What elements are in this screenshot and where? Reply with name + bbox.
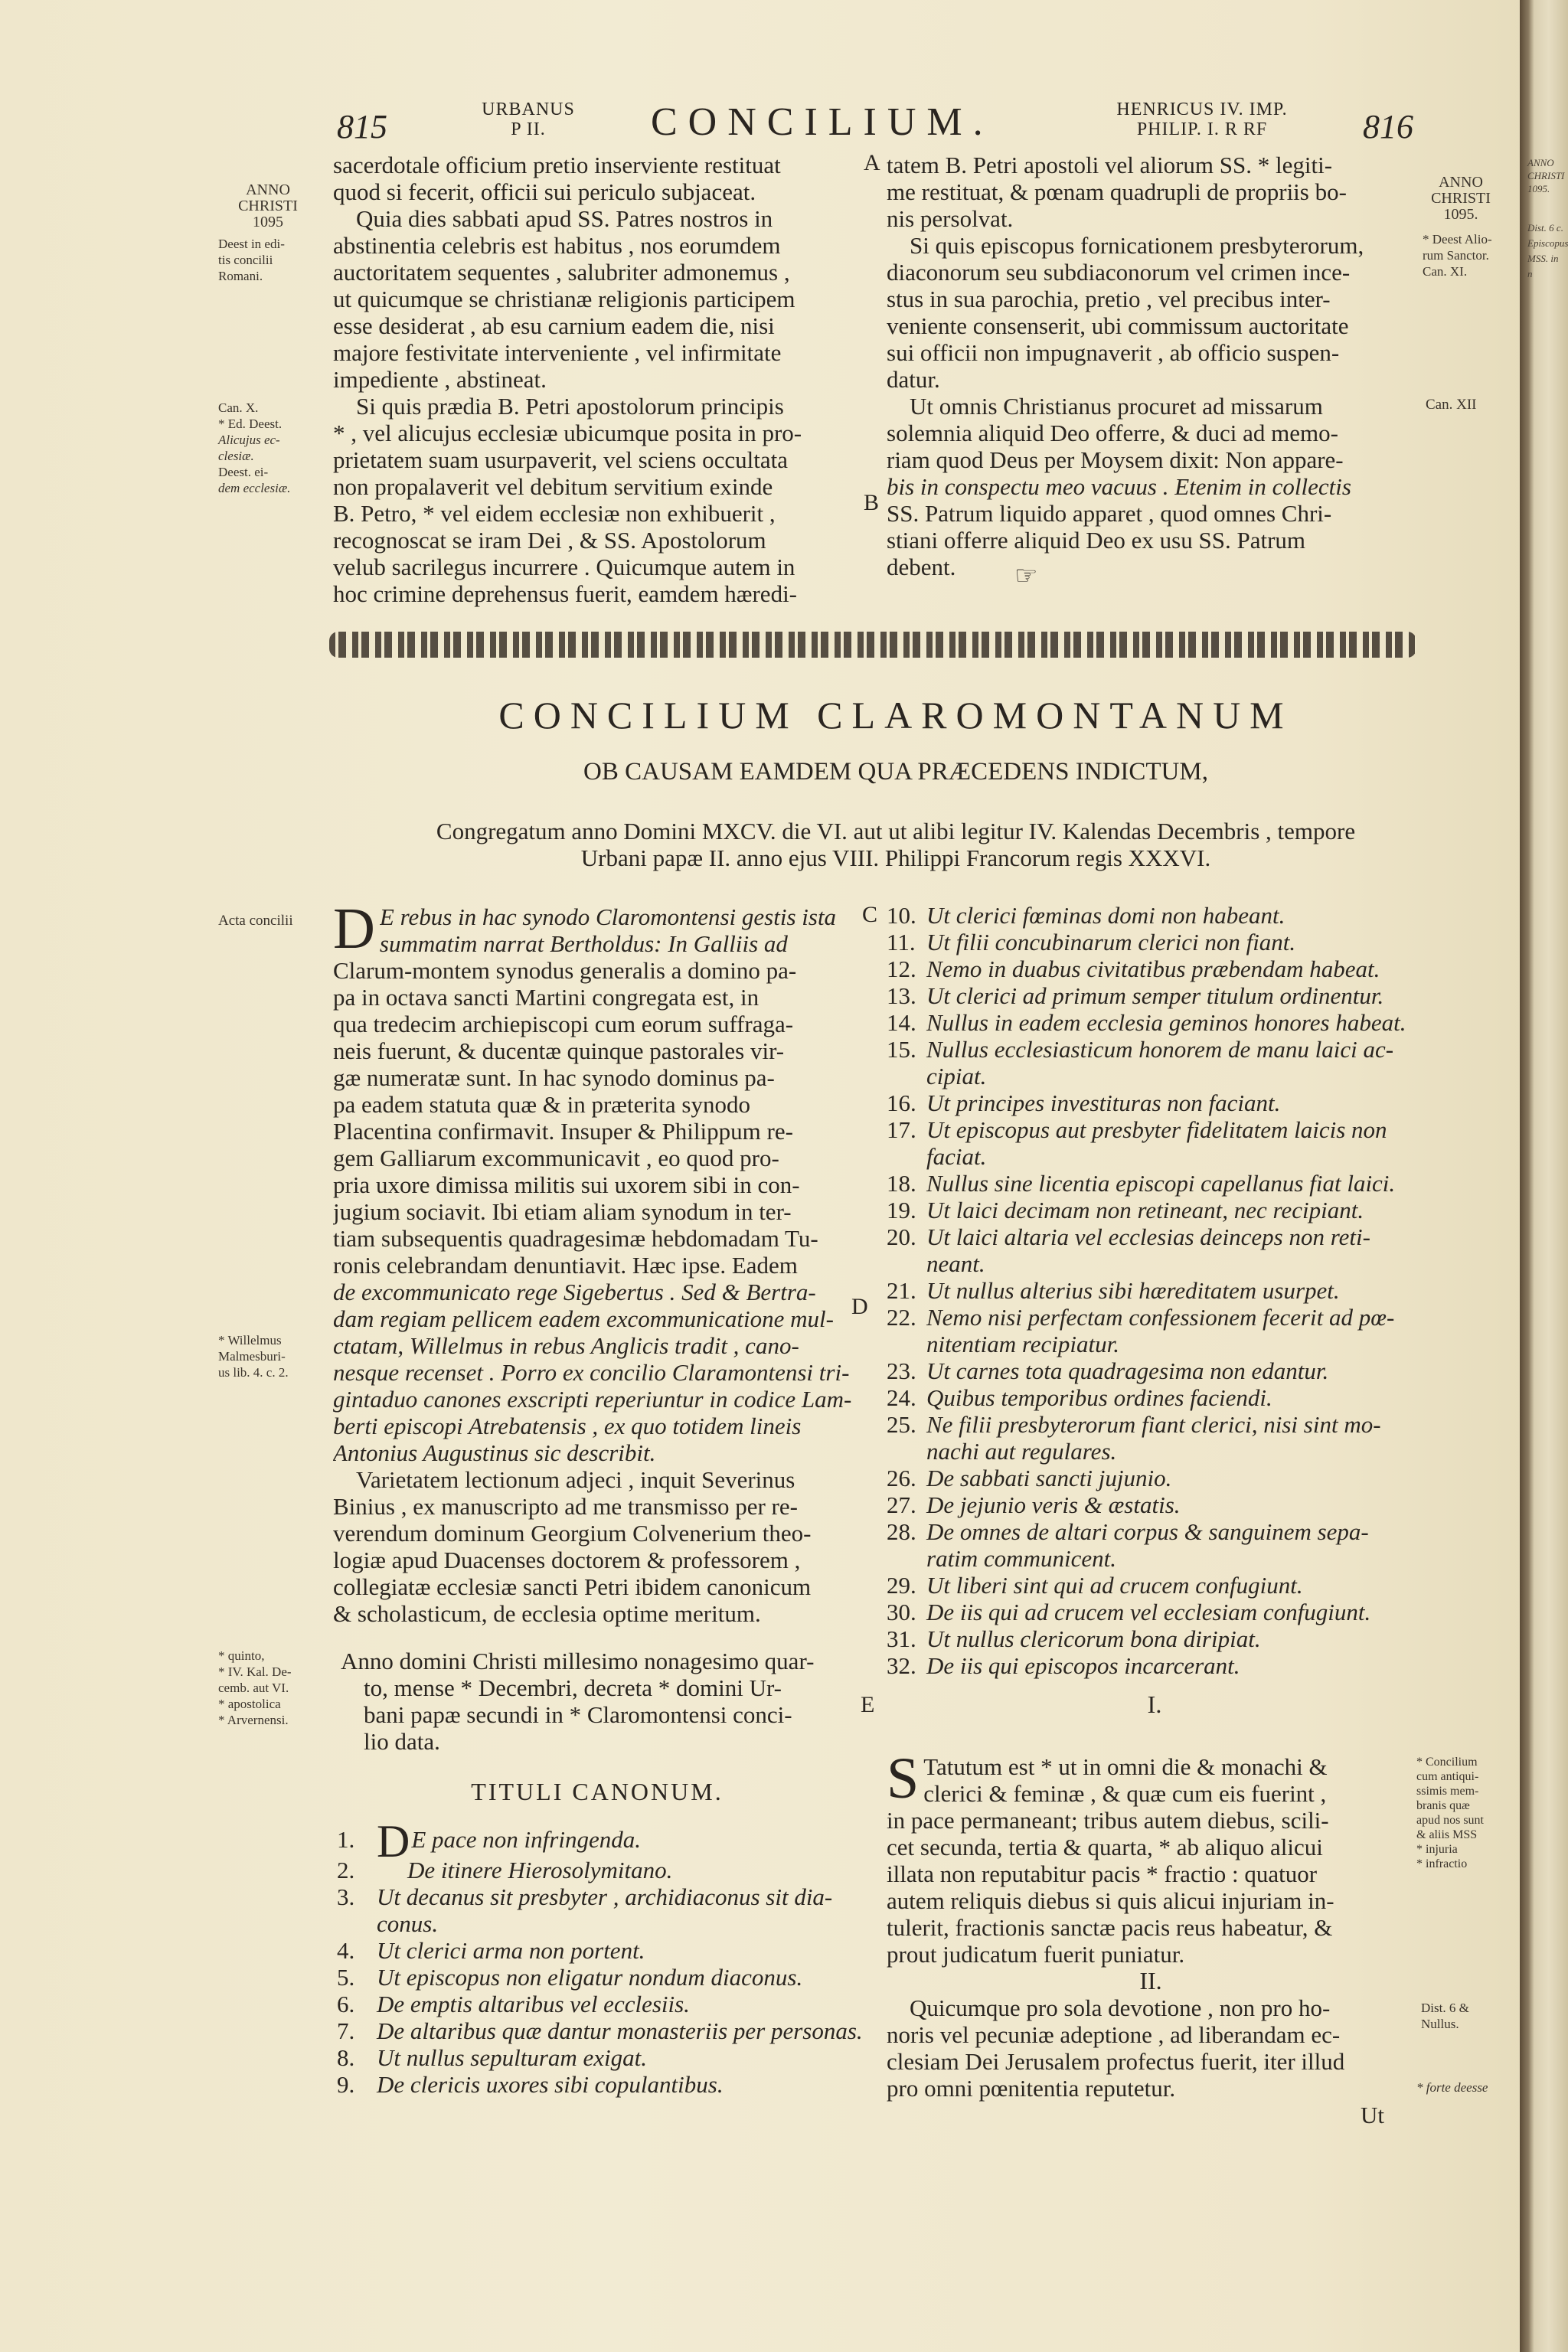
section-letter-a: A bbox=[864, 150, 880, 175]
top-right-column bbox=[887, 152, 1415, 580]
text-line: tiam subsequentis quadragesimæ hebdomadam Tu- bbox=[333, 1225, 818, 1252]
margin-line: ANNO bbox=[1439, 174, 1483, 191]
list-item bbox=[337, 2071, 865, 2098]
margin-note bbox=[1423, 231, 1492, 279]
text-line: veniente consenserit, ubi commissum auctoritate bbox=[887, 312, 1349, 339]
item-text: Ut clerici arma non portent. bbox=[377, 1937, 645, 1964]
text-line: clerici & feminæ , & quæ cum eis fuerint , bbox=[923, 1780, 1327, 1807]
margin-line: CHRISTI bbox=[1431, 190, 1491, 207]
text-line: collegiatæ ecclesiæ sancti Petri ibidem canonicum bbox=[333, 1573, 812, 1600]
statutum-paragraph bbox=[887, 1746, 1415, 2128]
canon-list-right bbox=[887, 902, 1423, 1679]
list-item bbox=[337, 1816, 865, 1867]
item-number: 9. bbox=[337, 2071, 355, 2098]
list-item bbox=[887, 1411, 1423, 1438]
item-number: 11. bbox=[887, 929, 916, 956]
list-item bbox=[887, 1572, 1423, 1599]
ornament-divider bbox=[329, 632, 1416, 658]
text-line: Si quis prædia B. Petri apostolorum principis bbox=[356, 393, 784, 420]
margin-line: * Deest Alio- bbox=[1423, 232, 1492, 247]
top-left-column bbox=[333, 152, 861, 607]
item-number: 16. bbox=[887, 1089, 916, 1116]
margin-line: ANNO bbox=[246, 181, 290, 198]
text-line: Placentina confirmavit. Insuper & Philippum re- bbox=[333, 1118, 793, 1145]
council-subtitle: OB CAUSAM EAMDEM QUA PRÆCEDENS INDICTUM, bbox=[583, 758, 1208, 786]
list-item bbox=[337, 1964, 865, 1991]
margin-line: Deest. ei- bbox=[218, 465, 269, 479]
item-text: De altaribus quæ dantur monasteriis per personas. bbox=[377, 2017, 863, 2044]
margin-line: 1095. bbox=[1443, 206, 1478, 223]
text-line: Varietatem lectionum adjeci , inquit Severinus bbox=[356, 1466, 795, 1493]
list-item bbox=[887, 1197, 1423, 1223]
item-text: Nullus in eadem ecclesia geminos honores habeat. bbox=[926, 1009, 1406, 1036]
dropcap: D bbox=[377, 1816, 410, 1867]
margin-note: Can. XII bbox=[1426, 397, 1477, 413]
edge-fragment: 1095. bbox=[1527, 183, 1550, 194]
item-number: 14. bbox=[887, 1009, 916, 1036]
item-number: 15. bbox=[887, 1036, 916, 1063]
text-line: Urbani papæ II. anno ejus VIII. Philippi Francorum regis XXXVI. bbox=[580, 844, 1211, 871]
text-line: dam regiam pellicem eadem excommunicatione mul- bbox=[333, 1305, 834, 1332]
list-item bbox=[887, 1491, 1423, 1518]
text-line: & scholasticum, de ecclesia optime meritum. bbox=[333, 1600, 761, 1627]
text-line: nesque recenset . Porro ex concilio Claramontensi tri- bbox=[333, 1359, 850, 1386]
item-text: Ut nullus sepulturam exigat. bbox=[377, 2044, 648, 2071]
section-letter-c: C bbox=[862, 902, 878, 927]
margin-line: * IV. Kal. De- bbox=[218, 1664, 292, 1679]
list-item bbox=[337, 1857, 865, 1883]
item-number: 8. bbox=[337, 2044, 355, 2071]
item-text: Nullus ecclesiasticum honorem de manu laici ac- bbox=[926, 1036, 1394, 1063]
section-letter-b: B bbox=[864, 490, 880, 515]
margin-line: 1095 bbox=[253, 214, 283, 230]
list-item bbox=[887, 1518, 1423, 1545]
list-item bbox=[887, 1170, 1423, 1197]
item-number: 19. bbox=[887, 1197, 916, 1223]
item-text: Ut carnes tota quadragesima non edantur. bbox=[926, 1357, 1329, 1384]
text-line: stus in sua parochia, pretio , vel precibus inter- bbox=[887, 286, 1331, 312]
margin-note: * forte deesse bbox=[1416, 2080, 1488, 2095]
body-left-column bbox=[333, 897, 861, 1627]
margin-line: dem ecclesiæ. bbox=[218, 481, 291, 495]
list-item bbox=[887, 982, 1423, 1009]
item-text: De sabbati sancti jujunio. bbox=[926, 1465, 1172, 1491]
margin-line: Malmesburi- bbox=[218, 1349, 286, 1364]
item-text: Ut liberi sint qui ad crucem confugiunt. bbox=[926, 1572, 1303, 1599]
item-text: Nullus sine licentia episcopi capellanus fiat laici. bbox=[926, 1170, 1396, 1197]
dropcap: S bbox=[887, 1746, 920, 1811]
tituli-heading: TITULI CANONUM. bbox=[471, 1778, 724, 1805]
list-item bbox=[887, 1009, 1423, 1036]
item-text: De jejunio veris & æstatis. bbox=[926, 1491, 1181, 1518]
item-number: 4. bbox=[337, 1937, 355, 1964]
list-item bbox=[887, 1277, 1423, 1304]
margin-line: CHRISTI bbox=[238, 198, 298, 214]
text-line: summatim narrat Bertholdus: In Galliis ad bbox=[379, 930, 788, 957]
margin-line: us lib. 4. c. 2. bbox=[218, 1365, 289, 1380]
text-line: Anno domini Christi millesimo nonagesimo quar- bbox=[341, 1648, 815, 1674]
text-line: tulerit, fractionis sanctæ pacis reus habeatur, & bbox=[887, 1914, 1333, 1941]
item-text: De iis qui ad crucem vel ecclesiam confugiunt. bbox=[926, 1599, 1371, 1625]
item-text: Ut laici altaria vel ecclesias deinceps non reti- bbox=[926, 1223, 1370, 1250]
margin-line: * Willelmus bbox=[218, 1333, 282, 1348]
text-line: E rebus in hac synodo Claromontensi gestis ista bbox=[379, 903, 837, 930]
text-line: Congregatum anno Domini MXCV. die VI. aut ut alibi legitur IV. Kalendas Decembris , tempore bbox=[436, 818, 1356, 844]
item-continuation: nachi aut regulares. bbox=[926, 1438, 1117, 1465]
item-text: Ut clerici fœminas domi non habeant. bbox=[926, 902, 1285, 929]
list-item bbox=[887, 1652, 1423, 1679]
text-line: verendum dominum Georgium Colvenerium theo- bbox=[333, 1520, 812, 1547]
edge-fragment: Episcopus bbox=[1527, 237, 1568, 249]
list-item bbox=[887, 1599, 1423, 1625]
text-line: impediente , abstineat. bbox=[333, 366, 547, 393]
list-item bbox=[887, 1223, 1423, 1250]
list-item bbox=[337, 1883, 865, 1910]
margin-line: * infractio bbox=[1416, 1857, 1468, 1870]
text-line: gæ numeratæ sunt. In hac synodo dominus pa- bbox=[333, 1064, 775, 1091]
text-line: qua tredecim archiepiscopi cum eorum suffraga- bbox=[333, 1011, 794, 1037]
margin-line: Deest in edi- bbox=[218, 237, 285, 251]
running-head-line: URBANUS bbox=[482, 100, 575, 119]
text-line: pro omni pœnitentia reputetur. bbox=[887, 2075, 1176, 2102]
margin-anno-right bbox=[1415, 175, 1507, 223]
item-number: 20. bbox=[887, 1223, 916, 1250]
text-line: esse desiderat , ab esu carnium eadem die, nisi bbox=[333, 312, 775, 339]
item-text: Nemo in duabus civitatibus præbendam habeat. bbox=[926, 956, 1380, 982]
anno-paragraph bbox=[341, 1648, 861, 1755]
margin-note bbox=[218, 236, 285, 284]
margin-line: Nullus. bbox=[1421, 2017, 1459, 2031]
text-line: prout judicatum fuerit puniatur. bbox=[887, 1941, 1185, 1968]
list-item bbox=[887, 1116, 1423, 1143]
item-number: 21. bbox=[887, 1277, 916, 1304]
edge-fragment: n bbox=[1527, 268, 1533, 279]
item-number: 25. bbox=[887, 1411, 916, 1438]
text-line: nis persolvat. bbox=[887, 205, 1014, 232]
edge-fragment: MSS. in bbox=[1527, 253, 1559, 264]
text-line: recognoscat se iram Dei , & SS. Apostolorum bbox=[333, 527, 766, 554]
margin-line: clesiæ. bbox=[218, 449, 254, 463]
item-text: De emptis altaribus vel ecclesiis. bbox=[377, 1991, 690, 2017]
item-text: De iis qui episcopos incarcerant. bbox=[926, 1652, 1240, 1679]
item-number: 28. bbox=[887, 1518, 916, 1545]
text-line: hoc crimine deprehensus fuerit, eamdem hæredi- bbox=[333, 580, 797, 607]
text-line: tatem B. Petri apostoli vel aliorum SS. * legiti- bbox=[887, 152, 1333, 178]
text-line: bis in conspectu meo vacuus . Etenim in collectis bbox=[887, 473, 1351, 500]
item-text: Ut episcopus non eligatur nondum diaconus. bbox=[377, 1964, 803, 1991]
text-line: datur. bbox=[887, 366, 940, 393]
catchword: Ut bbox=[1361, 2102, 1384, 2128]
list-item bbox=[887, 1465, 1423, 1491]
margin-note: Acta concilii bbox=[218, 913, 293, 929]
next-page-edge bbox=[1520, 0, 1568, 2352]
item-text: Ut nullus clericorum bona diripiat. bbox=[926, 1625, 1261, 1652]
council-intro bbox=[322, 818, 1470, 871]
item-number: 3. bbox=[337, 1883, 355, 1910]
list-item bbox=[887, 956, 1423, 982]
page-number-left: 815 bbox=[337, 108, 387, 145]
item-number: 17. bbox=[887, 1116, 916, 1143]
item-number: 2. bbox=[337, 1857, 355, 1883]
list-item bbox=[887, 1384, 1423, 1411]
text-line: jugium sociavit. Ibi etiam aliam synodum in ter- bbox=[333, 1198, 792, 1225]
text-line: pa in octava sancti Martini congregata est, in bbox=[333, 984, 760, 1011]
item-number: 22. bbox=[887, 1304, 916, 1331]
margin-line: tis concilii bbox=[218, 253, 273, 267]
page-title: CONCILIUM. bbox=[651, 100, 994, 144]
list-item bbox=[887, 902, 1423, 929]
margin-line: * apostolica bbox=[218, 1697, 281, 1711]
margin-line: Can. X. bbox=[218, 400, 259, 415]
item-number: 31. bbox=[887, 1625, 916, 1652]
list-item bbox=[337, 2017, 865, 2044]
text-line: noris vel pecuniæ adeptione , ad liberandam ec- bbox=[887, 2021, 1341, 2048]
item-text: Ut decanus sit presbyter , archidiaconus sit dia- bbox=[377, 1883, 833, 1910]
margin-line: Can. XI. bbox=[1423, 264, 1468, 279]
list-item bbox=[887, 1089, 1423, 1116]
text-line: illata non reputabitur pacis * fractio : quatuor bbox=[887, 1860, 1318, 1887]
margin-line: cum antiqui- bbox=[1416, 1770, 1479, 1783]
text-line: gintaduo canones exscripti reperiuntur in codice Lam- bbox=[333, 1386, 852, 1413]
item-continuation: cipiat. bbox=[926, 1063, 987, 1089]
running-head-left bbox=[467, 100, 590, 139]
margin-note bbox=[1421, 2000, 1469, 2032]
section-numeral: II. bbox=[1139, 1967, 1162, 1994]
list-item bbox=[337, 1991, 865, 2017]
item-text: Nemo nisi perfectam confessionem fecerit ad pœ- bbox=[926, 1304, 1395, 1331]
item-number: 7. bbox=[337, 2017, 355, 2044]
item-number: 18. bbox=[887, 1170, 916, 1197]
margin-line: & aliis MSS bbox=[1416, 1828, 1478, 1841]
item-continuation: nitentiam recipiatur. bbox=[926, 1331, 1119, 1357]
text-line: clesiam Dei Jerusalem profectus fuerit, iter illud bbox=[887, 2048, 1345, 2075]
text-line: de excommunicato rege Sigebertus . Sed & Bertra- bbox=[333, 1279, 816, 1305]
pointing-hand-icon: ☞ bbox=[1014, 562, 1038, 590]
page-number-right: 816 bbox=[1363, 108, 1413, 145]
item-text: Ut principes investituras non faciant. bbox=[926, 1089, 1281, 1116]
running-head-right bbox=[1087, 100, 1317, 139]
text-line: autem reliquis diebus si quis alicui injuriam in- bbox=[887, 1887, 1334, 1914]
item-number: 1. bbox=[337, 1826, 355, 1853]
item-text: Ut episcopus aut presbyter fidelitatem laicis non bbox=[926, 1116, 1387, 1143]
text-line: B. Petro, * vel eidem ecclesiæ non exhibuerit , bbox=[333, 500, 776, 527]
text-line: velub sacrilegus incurrere . Quicumque autem in bbox=[333, 554, 795, 580]
text-line: sacerdotale officium pretio inserviente restituat bbox=[333, 152, 781, 178]
item-text: Ut clerici ad primum semper titulum ordinentur. bbox=[926, 982, 1384, 1009]
edge-fragment: Dist. 6 c. bbox=[1527, 222, 1563, 234]
list-item bbox=[887, 1357, 1423, 1384]
margin-line: Alicujus ec- bbox=[218, 433, 280, 447]
margin-line: Romani. bbox=[218, 269, 263, 283]
item-number: 23. bbox=[887, 1357, 916, 1384]
text-line: neis fuerunt, & ducentæ quinque pastorales vir- bbox=[333, 1037, 785, 1064]
item-number: 12. bbox=[887, 956, 916, 982]
text-line: abstinentia celebris est habitus , nos eorumdem bbox=[333, 232, 781, 259]
item-continuation: faciat. bbox=[926, 1143, 987, 1170]
edge-fragment: ANNO bbox=[1527, 157, 1554, 168]
item-text: De clericis uxores sibi copulantibus. bbox=[377, 2071, 724, 2098]
text-line: majore festivitate interveniente , vel infirmitate bbox=[333, 339, 782, 366]
running-head-line: P II. bbox=[511, 119, 546, 139]
text-line: auctoritatem sequentes , salubriter admonemus , bbox=[333, 259, 790, 286]
text-line: in pace permaneant; tribus autem diebus, scili- bbox=[887, 1807, 1329, 1834]
text-line: logiæ apud Duacenses doctorem & professorem , bbox=[333, 1547, 801, 1573]
running-head-line: PHILIP. I. R RF bbox=[1136, 119, 1268, 139]
text-line: Tatutum est * ut in omni die & monachi & bbox=[923, 1753, 1328, 1780]
margin-note bbox=[218, 1648, 292, 1728]
council-title: CONCILIUM CLAROMONTANUM bbox=[498, 694, 1293, 737]
section-numeral: I. bbox=[1147, 1690, 1162, 1718]
item-text: De omnes de altari corpus & sanguinem sepa- bbox=[926, 1518, 1369, 1545]
text-line: cet secunda, tertia & quarta, * ab aliquo alicui bbox=[887, 1834, 1323, 1860]
text-line: pria uxore dimissa militis sui uxorem sibi in con- bbox=[333, 1171, 800, 1198]
text-line: Ut omnis Christianus procuret ad missarum bbox=[910, 393, 1323, 420]
text-line: SS. Patrum liquido apparet , quod omnes Chri- bbox=[887, 500, 1332, 527]
item-text: De itinere Hierosolymitano. bbox=[407, 1857, 673, 1883]
margin-line: branis quæ bbox=[1416, 1799, 1470, 1812]
list-item bbox=[337, 1937, 865, 1964]
list-item bbox=[337, 2044, 865, 2071]
item-continuation: ratim communicent. bbox=[926, 1545, 1116, 1572]
margin-note bbox=[218, 400, 290, 496]
margin-line: Dist. 6 & bbox=[1421, 2001, 1469, 2015]
margin-line: apud nos sunt bbox=[1416, 1814, 1484, 1827]
item-text: Ut nullus alterius sibi hæreditatem usurpet. bbox=[926, 1277, 1340, 1304]
item-continuation: neant. bbox=[926, 1250, 985, 1277]
edge-fragment: CHRISTI bbox=[1527, 170, 1565, 181]
item-number: 26. bbox=[887, 1465, 916, 1491]
margin-line: rum Sanctor. bbox=[1423, 248, 1489, 263]
margin-line: * Arvernensi. bbox=[218, 1713, 289, 1727]
item-number: 10. bbox=[887, 902, 916, 929]
item-number: 24. bbox=[887, 1384, 916, 1411]
section-letter-d: D bbox=[851, 1294, 868, 1319]
text-line: solemnia aliquid Deo offerre, & duci ad memo- bbox=[887, 420, 1338, 446]
margin-note bbox=[218, 1332, 289, 1380]
item-text: Quibus temporibus ordines faciendi. bbox=[926, 1384, 1272, 1411]
dropcap: D bbox=[333, 897, 375, 961]
section-letter-e: E bbox=[861, 1692, 875, 1717]
item-number: 27. bbox=[887, 1491, 916, 1518]
text-line: pa eadem statuta quæ & in præterita synodo bbox=[333, 1091, 750, 1118]
canon-list-left bbox=[337, 1816, 865, 2098]
item-text: E pace non infringenda. bbox=[411, 1826, 641, 1853]
item-text: Ut filii concubinarum clerici non fiant. bbox=[926, 929, 1296, 956]
text-line: ut quicumque se christianæ religionis participem bbox=[333, 286, 795, 312]
text-line: ronis celebrandam denuntiavit. Hæc ipse. Eadem bbox=[333, 1252, 798, 1279]
item-number: 5. bbox=[337, 1964, 355, 1991]
margin-anno-left bbox=[218, 182, 318, 230]
text-line: Binius , ex manuscripto ad me transmisso per re- bbox=[333, 1493, 798, 1520]
text-line: quod si fecerit, officii sui periculo subjaceat. bbox=[333, 178, 756, 205]
item-number: 29. bbox=[887, 1572, 916, 1599]
text-line: Clarum-montem synodus generalis a domino pa- bbox=[333, 957, 797, 984]
text-line: riam quod Deus per Moysem dixit: Non appare- bbox=[887, 446, 1344, 473]
item-number: 32. bbox=[887, 1652, 916, 1679]
text-line: me restituat, & pœnam quadrupli de propriis bo- bbox=[887, 178, 1347, 205]
item-number: 6. bbox=[337, 1991, 355, 2017]
margin-line: * injuria bbox=[1416, 1843, 1458, 1856]
text-line: Quia dies sabbati apud SS. Patres nostros in bbox=[356, 205, 773, 232]
item-number: 13. bbox=[887, 982, 916, 1009]
text-line: debent. bbox=[887, 554, 956, 580]
margin-note bbox=[1416, 1755, 1484, 1871]
text-line: prietatem suam usurpaverit, vel sciens occultata bbox=[333, 446, 788, 473]
margin-line: * Concilium bbox=[1416, 1756, 1478, 1769]
text-line: Si quis episcopus fornicationem presbyterorum, bbox=[910, 232, 1364, 259]
item-continuation: conus. bbox=[377, 1910, 439, 1937]
item-text: Ut laici decimam non retineant, nec recipiant. bbox=[926, 1197, 1364, 1223]
text-line: gem Galliarum excommunicavit , eo quod pro- bbox=[333, 1145, 779, 1171]
item-text: Ne filii presbyterorum fiant clerici, nisi sint mo- bbox=[926, 1411, 1381, 1438]
margin-line: * Ed. Deest. bbox=[218, 416, 283, 431]
list-item bbox=[887, 929, 1423, 956]
text-line: Antonius Augustinus sic describit. bbox=[333, 1439, 656, 1466]
list-item bbox=[887, 1304, 1423, 1331]
list-item bbox=[887, 1625, 1423, 1652]
margin-line: ssimis mem- bbox=[1416, 1785, 1479, 1798]
text-line: bani papæ secundi in * Claromontensi conci- bbox=[364, 1701, 792, 1728]
item-number: 30. bbox=[887, 1599, 916, 1625]
text-line: non propalaverit vel debitum servitium exinde bbox=[333, 473, 773, 500]
text-line: * , vel alicujus ecclesiæ ubicumque posita in pro- bbox=[333, 420, 802, 446]
text-line: lio data. bbox=[364, 1728, 440, 1755]
text-line: berti episcopi Atrebatensis , ex quo totidem lineis bbox=[333, 1413, 802, 1439]
margin-line: * quinto, bbox=[218, 1648, 265, 1663]
text-line: ctatam, Willelmus in rebus Anglicis tradit , cano- bbox=[333, 1332, 799, 1359]
text-line: sui officii non impugnaverit , ab officio suspen- bbox=[887, 339, 1340, 366]
text-line: diaconorum seu subdiaconorum vel crimen ince- bbox=[887, 259, 1351, 286]
text-line: to, mense * Decembri, decreta * domini Ur- bbox=[364, 1674, 782, 1701]
text-line: Quicumque pro sola devotione , non pro ho- bbox=[910, 1994, 1331, 2021]
list-item bbox=[887, 1036, 1423, 1063]
text-line: stiani offerre aliquid Deo ex usu SS. Patrum bbox=[887, 527, 1306, 554]
running-head-line: HENRICUS IV. IMP. bbox=[1116, 100, 1288, 119]
margin-line: cemb. aut VI. bbox=[218, 1681, 289, 1695]
